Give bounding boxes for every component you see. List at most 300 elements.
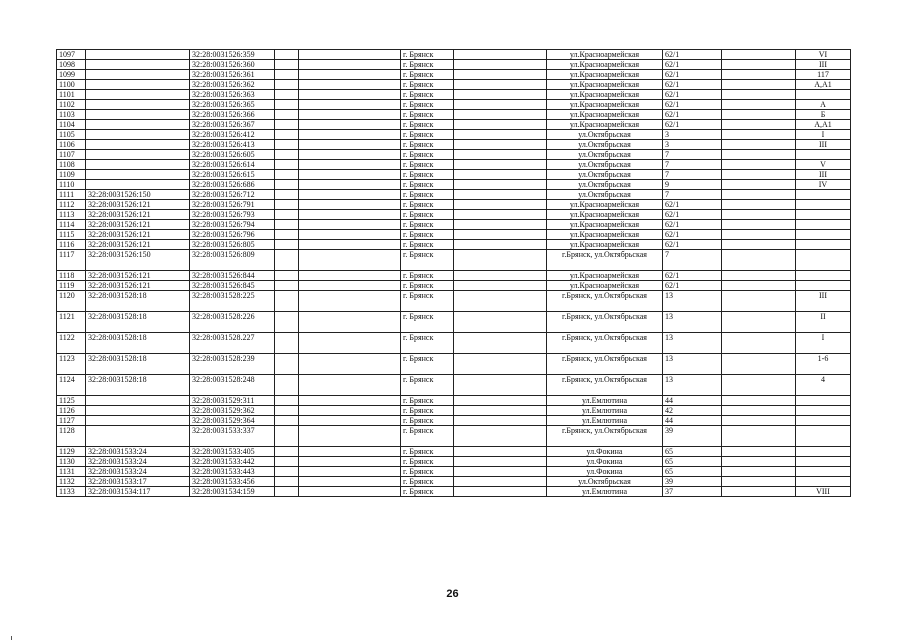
table-cell [275, 200, 299, 210]
table-cell: 1108 [57, 160, 86, 170]
table-cell: 32:28:0031533:24 [86, 457, 190, 467]
table-cell: г. Брянск [401, 416, 454, 426]
table-cell [275, 230, 299, 240]
table-cell [722, 467, 796, 477]
table-cell: г. Брянск [401, 354, 454, 375]
table-cell [722, 416, 796, 426]
table-cell [796, 150, 851, 160]
table-cell: 13 [663, 333, 722, 354]
table-cell: ул.Емлютина [547, 406, 663, 416]
table-row [57, 100, 851, 110]
table-row [57, 210, 851, 220]
table-cell: г. Брянск [401, 140, 454, 150]
table-cell: 32:28:0031526:121 [86, 281, 190, 291]
table-cell: 1110 [57, 180, 86, 190]
table-cell: 62/1 [663, 80, 722, 90]
table-cell [454, 100, 547, 110]
table-cell [454, 375, 547, 396]
table-row [57, 200, 851, 210]
table-cell [722, 130, 796, 140]
table-cell: 32:28:0031528:18 [86, 375, 190, 396]
table-cell [722, 160, 796, 170]
table-cell [722, 90, 796, 100]
table-cell: 32:28:0031526:121 [86, 220, 190, 230]
table-cell: 1099 [57, 70, 86, 80]
table-cell [86, 180, 190, 190]
table-cell [722, 333, 796, 354]
table-cell [299, 70, 401, 80]
table-cell: VIII [796, 487, 851, 497]
table-cell [299, 240, 401, 250]
table-cell: 32:28:0031526:796 [190, 230, 275, 240]
table-cell: г.Брянск, ул.Октябрьская [547, 375, 663, 396]
table-cell [275, 354, 299, 375]
table-cell [722, 140, 796, 150]
table-cell [299, 312, 401, 333]
table-cell: ул.Фокина [547, 457, 663, 467]
table-cell [86, 170, 190, 180]
table-cell: 1109 [57, 170, 86, 180]
table-cell: г. Брянск [401, 487, 454, 497]
table-cell [722, 477, 796, 487]
table-cell: 1126 [57, 406, 86, 416]
table-cell: 32:28:0031533:337 [190, 426, 275, 447]
table-cell [796, 200, 851, 210]
table-cell: 1130 [57, 457, 86, 467]
table-cell [275, 90, 299, 100]
table-cell: 1122 [57, 333, 86, 354]
table-cell [454, 180, 547, 190]
table-row [57, 230, 851, 240]
table-cell [275, 375, 299, 396]
table-cell [722, 447, 796, 457]
table-cell [275, 220, 299, 230]
table-cell: г. Брянск [401, 447, 454, 457]
table-cell: г. Брянск [401, 406, 454, 416]
table-cell [722, 180, 796, 190]
table-cell: г.Брянск, ул.Октябрьская [547, 312, 663, 333]
table-row [57, 130, 851, 140]
table-cell: 4 [796, 375, 851, 396]
table-cell: III [796, 291, 851, 312]
table-cell [299, 140, 401, 150]
table-cell: г. Брянск [401, 457, 454, 467]
table-cell: г. Брянск [401, 80, 454, 90]
table-cell: 32:28:0031526:805 [190, 240, 275, 250]
table-cell: г. Брянск [401, 120, 454, 130]
table-cell [275, 487, 299, 497]
table-cell: 3 [663, 130, 722, 140]
table-cell: 32:28:0031528:18 [86, 312, 190, 333]
table-cell: 1131 [57, 467, 86, 477]
table-cell [275, 60, 299, 70]
table-cell [299, 406, 401, 416]
table-cell [722, 291, 796, 312]
table-cell [454, 333, 547, 354]
table-cell [86, 160, 190, 170]
table-cell: 32:28:0031528:225 [190, 291, 275, 312]
table-cell: 1123 [57, 354, 86, 375]
table-cell [796, 250, 851, 271]
table-cell: 32:28:0031526:809 [190, 250, 275, 271]
table-cell [454, 250, 547, 271]
table-cell: г. Брянск [401, 110, 454, 120]
table-row [57, 170, 851, 180]
table-cell: 1129 [57, 447, 86, 457]
table-cell [454, 120, 547, 130]
table-row [57, 487, 851, 497]
table-cell: 13 [663, 375, 722, 396]
table-cell [86, 110, 190, 120]
table-cell [796, 406, 851, 416]
table-cell [299, 130, 401, 140]
table-cell: 65 [663, 467, 722, 477]
table-cell: 32:28:0031526:121 [86, 240, 190, 250]
table-cell [299, 220, 401, 230]
scan-mark [11, 636, 12, 640]
table-cell: III [796, 60, 851, 70]
table-cell [454, 240, 547, 250]
table-cell [454, 50, 547, 60]
table-cell [454, 210, 547, 220]
table-cell: г. Брянск [401, 312, 454, 333]
table-cell: ул.Емлютина [547, 416, 663, 426]
table-cell [722, 110, 796, 120]
property-table [56, 49, 851, 497]
table-cell: 62/1 [663, 230, 722, 240]
table-cell [299, 487, 401, 497]
table-cell: 39 [663, 426, 722, 447]
table-cell: 32:28:0031526:615 [190, 170, 275, 180]
table-row [57, 180, 851, 190]
table-cell: ул.Красноармейская [547, 220, 663, 230]
table-cell: г. Брянск [401, 467, 454, 477]
table-cell [722, 375, 796, 396]
table-cell: 32:28:0031526:605 [190, 150, 275, 160]
table-cell: г. Брянск [401, 426, 454, 447]
table-cell: 32:28:0031528:239 [190, 354, 275, 375]
table-cell [275, 130, 299, 140]
table-cell [275, 100, 299, 110]
table-cell: 32:28:0031533:405 [190, 447, 275, 457]
table-cell: г. Брянск [401, 50, 454, 60]
table-cell: г. Брянск [401, 130, 454, 140]
table-cell: 7 [663, 170, 722, 180]
table-cell [86, 120, 190, 130]
table-cell [454, 150, 547, 160]
table-cell: 44 [663, 416, 722, 426]
table-cell [86, 140, 190, 150]
table-cell: 39 [663, 477, 722, 487]
table-cell [275, 210, 299, 220]
table-cell [454, 416, 547, 426]
table-cell [299, 180, 401, 190]
table-cell: 62/1 [663, 210, 722, 220]
table-cell: 32:28:0031526:791 [190, 200, 275, 210]
table-cell [722, 230, 796, 240]
table-cell: ул.Красноармейская [547, 70, 663, 80]
table-cell: 32:28:0031534:159 [190, 487, 275, 497]
table-cell: 1111 [57, 190, 86, 200]
table-cell [722, 100, 796, 110]
table-cell [275, 80, 299, 90]
table-cell: г.Брянск, ул.Октябрьская [547, 250, 663, 271]
table-cell: III [796, 140, 851, 150]
table-cell: 32:28:0031526:366 [190, 110, 275, 120]
table-cell [796, 426, 851, 447]
table-cell [454, 467, 547, 477]
table-cell: 32:28:0031526:365 [190, 100, 275, 110]
table-cell [796, 467, 851, 477]
table-cell: г. Брянск [401, 210, 454, 220]
table-row [57, 396, 851, 406]
table-cell: ул.Фокина [547, 447, 663, 457]
table-cell: ул.Красноармейская [547, 80, 663, 90]
table-cell: 62/1 [663, 60, 722, 70]
table-cell [796, 396, 851, 406]
table-cell [299, 426, 401, 447]
table-cell: ул.Октябрьская [547, 130, 663, 140]
table-cell [454, 200, 547, 210]
table-cell: III [796, 170, 851, 180]
table-cell: 1105 [57, 130, 86, 140]
table-cell: г. Брянск [401, 100, 454, 110]
table-cell [796, 271, 851, 281]
table-cell [454, 220, 547, 230]
table-cell: ул.Красноармейская [547, 210, 663, 220]
table-cell: г. Брянск [401, 333, 454, 354]
table-cell: г. Брянск [401, 396, 454, 406]
table-cell: г.Брянск, ул.Октябрьская [547, 354, 663, 375]
table-cell: VI [796, 50, 851, 60]
table-cell [796, 457, 851, 467]
table-cell: 32:28:0031526:794 [190, 220, 275, 230]
table-cell [722, 210, 796, 220]
table-cell: г.Брянск, ул.Октябрьская [547, 333, 663, 354]
table-cell: 1107 [57, 150, 86, 160]
table-cell: А [796, 100, 851, 110]
table-cell: 32:28:0031534:117 [86, 487, 190, 497]
table-cell: 32:28:0031526:361 [190, 70, 275, 80]
table-cell: ул.Красноармейская [547, 50, 663, 60]
table-cell: г. Брянск [401, 90, 454, 100]
table-cell [299, 120, 401, 130]
table-cell [275, 120, 299, 130]
table-cell: 1-6 [796, 354, 851, 375]
table-cell: г. Брянск [401, 70, 454, 80]
table-cell [275, 477, 299, 487]
table-cell [722, 354, 796, 375]
table-cell: 32:28:0031528:248 [190, 375, 275, 396]
table-cell [454, 406, 547, 416]
table-cell [796, 230, 851, 240]
table-cell: г. Брянск [401, 150, 454, 160]
table-cell: 65 [663, 447, 722, 457]
table-cell: 32:28:0031528:18 [86, 354, 190, 375]
table-cell: ул.Красноармейская [547, 120, 663, 130]
table-cell: 32:28:0031526:359 [190, 50, 275, 60]
table-row [57, 375, 851, 396]
table-cell [275, 140, 299, 150]
table-cell: 32:28:0031526:845 [190, 281, 275, 291]
table-cell [299, 281, 401, 291]
table-cell [796, 416, 851, 426]
table-cell [454, 312, 547, 333]
table-cell: 44 [663, 396, 722, 406]
table-cell [299, 200, 401, 210]
table-cell [275, 291, 299, 312]
table-row [57, 50, 851, 60]
table-cell [722, 271, 796, 281]
table-cell: 7 [663, 150, 722, 160]
table-cell: 32:28:0031526:686 [190, 180, 275, 190]
table-cell [275, 447, 299, 457]
table-cell: 1125 [57, 396, 86, 406]
table-cell [299, 354, 401, 375]
table-cell: 13 [663, 291, 722, 312]
page-number: 26 [446, 588, 459, 600]
table-cell [275, 467, 299, 477]
table-cell [722, 60, 796, 70]
table-cell: ул.Октябрьская [547, 477, 663, 487]
table-cell: 3 [663, 140, 722, 150]
table-cell: А,А1 [796, 120, 851, 130]
table-cell: ул.Емлютина [547, 487, 663, 497]
table-cell [299, 160, 401, 170]
table-row [57, 333, 851, 354]
table-row [57, 477, 851, 487]
table-cell: 32:28:0031526:793 [190, 210, 275, 220]
table-cell [722, 250, 796, 271]
table-cell: 1098 [57, 60, 86, 70]
table-cell [796, 210, 851, 220]
table-cell [275, 396, 299, 406]
table-cell [275, 406, 299, 416]
table-cell: 32:28:0031526:360 [190, 60, 275, 70]
table-cell [86, 130, 190, 140]
table-row [57, 447, 851, 457]
table-cell [454, 477, 547, 487]
table-cell: I [796, 130, 851, 140]
table-row [57, 220, 851, 230]
table-cell: 42 [663, 406, 722, 416]
document-sheet [56, 49, 850, 497]
table-cell: IV [796, 180, 851, 190]
table-cell: 32:28:0031526:362 [190, 80, 275, 90]
table-cell [275, 70, 299, 80]
table-cell: 62/1 [663, 90, 722, 100]
table-cell [454, 60, 547, 70]
table-row [57, 281, 851, 291]
table-cell [796, 281, 851, 291]
table-cell: г. Брянск [401, 60, 454, 70]
table-cell: ул.Октябрьская [547, 180, 663, 190]
table-cell: 32:28:0031533:24 [86, 447, 190, 457]
table-cell [454, 487, 547, 497]
table-cell: 1117 [57, 250, 86, 271]
table-row [57, 354, 851, 375]
table-cell [454, 190, 547, 200]
table-cell: ул.Емлютина [547, 396, 663, 406]
table-cell: 7 [663, 160, 722, 170]
table-cell: I [796, 333, 851, 354]
table-row [57, 110, 851, 120]
table-row [57, 60, 851, 70]
table-row [57, 271, 851, 281]
table-cell: 62/1 [663, 240, 722, 250]
table-cell: 32:28:0031526:363 [190, 90, 275, 100]
table-cell: 62/1 [663, 271, 722, 281]
table-cell: 62/1 [663, 281, 722, 291]
table-cell: ул.Красноармейская [547, 230, 663, 240]
table-cell: г. Брянск [401, 291, 454, 312]
table-cell: 32:28:0031526:367 [190, 120, 275, 130]
table-cell [454, 130, 547, 140]
table-cell: 1118 [57, 271, 86, 281]
table-cell: 1112 [57, 200, 86, 210]
table-cell: 32:28:0031526:121 [86, 230, 190, 240]
table-row [57, 80, 851, 90]
table-cell [299, 150, 401, 160]
table-cell: г. Брянск [401, 477, 454, 487]
table-cell: 1133 [57, 487, 86, 497]
table-cell: 32:28:0031528.227 [190, 333, 275, 354]
table-cell [275, 150, 299, 160]
table-row [57, 416, 851, 426]
table-cell: ул.Красноармейская [547, 90, 663, 100]
table-cell: 32:28:0031533:443 [190, 467, 275, 477]
table-cell: 1128 [57, 426, 86, 447]
table-cell: 32:28:0031526:121 [86, 210, 190, 220]
table-cell: ул.Красноармейская [547, 200, 663, 210]
table-cell: 32:28:0031533:456 [190, 477, 275, 487]
table-cell: 32:28:0031526:712 [190, 190, 275, 200]
table-row [57, 120, 851, 130]
table-cell [299, 90, 401, 100]
table-cell [454, 396, 547, 406]
table-cell [722, 240, 796, 250]
table-cell [299, 100, 401, 110]
table-cell [454, 80, 547, 90]
table-cell: 1102 [57, 100, 86, 110]
table-cell: 62/1 [663, 120, 722, 130]
table-row [57, 457, 851, 467]
table-cell: 62/1 [663, 110, 722, 120]
table-cell: ул.Фокина [547, 467, 663, 477]
table-cell [299, 477, 401, 487]
table-cell [86, 70, 190, 80]
table-cell [299, 110, 401, 120]
table-cell [299, 190, 401, 200]
table-cell [299, 60, 401, 70]
table-row [57, 190, 851, 200]
table-cell [796, 447, 851, 457]
table-cell [299, 457, 401, 467]
table-cell: ул.Красноармейская [547, 110, 663, 120]
table-cell [275, 170, 299, 180]
table-cell [275, 190, 299, 200]
table-row [57, 160, 851, 170]
table-cell [275, 160, 299, 170]
table-cell [275, 426, 299, 447]
table-cell: ул.Октябрьская [547, 140, 663, 150]
table-cell: II [796, 312, 851, 333]
table-cell [722, 457, 796, 467]
table-cell: ул.Октябрьская [547, 170, 663, 180]
table-cell [722, 50, 796, 60]
table-cell [722, 487, 796, 497]
table-cell [454, 110, 547, 120]
